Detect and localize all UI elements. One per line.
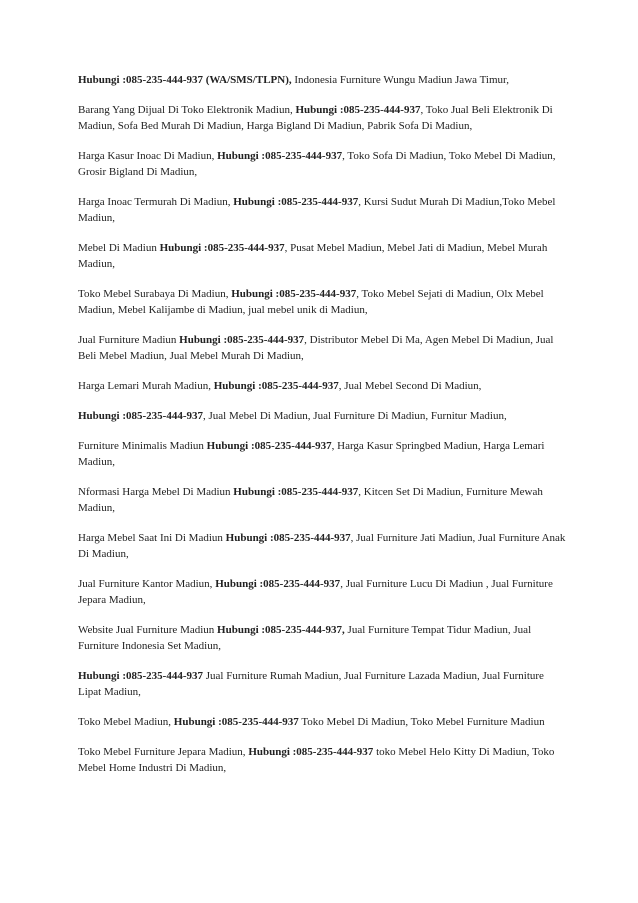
paragraph [78,286,568,318]
paragraph-text: , Toko Jual Beli Elektronik Di Madiun, Sofa Bed Murah Di Madiun, Harga Bigland Di Madiun, Pabrik Sofa Di Madiun, [78,104,553,132]
paragraph-text: , Jual Mebel Di Madiun, Jual Furniture Di Madiun, Furnitur Madiun, [203,410,507,422]
paragraph-text: Toko Mebel Surabaya Di Madiun, [78,288,232,300]
paragraph-text: Jual Furniture Madiun [78,334,180,346]
paragraph-text: toko Mebel Helo Kitty Di Madiun, Toko Mebel Home Industri Di Madiun, [78,746,555,774]
paragraph-text: , Jual Furniture Jati Madiun, Jual Furniture Anak Di Madiun, [78,532,566,560]
paragraph-text: Toko Mebel Furniture Jepara Madiun, [78,746,249,758]
paragraph [78,530,568,562]
phone-contact: Hubungi :085-235-444-937 [248,746,374,758]
paragraph-text: Indonesia Furniture Wungu Madiun Jawa Timur, [291,74,509,86]
paragraph-text: Mebel Di Madiun [78,242,160,254]
paragraph-text: Barang Yang Dijual Di Toko Elektronik Madiun, [78,104,296,116]
paragraph [78,378,568,394]
phone-contact: Hubungi :085-235-444-937 (WA/SMS/TLPN), [78,74,292,86]
phone-contact: Hubungi :085-235-444-937 [206,440,332,452]
paragraph [78,484,568,516]
paragraph-text: Harga Inoac Termurah Di Madiun, [78,196,234,208]
paragraph [78,622,568,654]
phone-contact: Hubungi :085-235-444-937 [173,716,299,728]
paragraph-text: , Kitcen Set Di Madiun, Furniture Mewah Madiun, [78,486,543,514]
phone-contact: Hubungi :085-235-444-937 [233,486,359,498]
paragraph-text: , Pusat Mebel Madiun, Mebel Jati di Madiun, Mebel Murah Madiun, [78,242,548,270]
phone-contact: Hubungi :085-235-444-937 [231,288,357,300]
phone-contact: Hubungi :085-235-444-937 [78,670,203,682]
paragraph-text: Toko Mebel Madiun, [78,716,174,728]
paragraph [78,408,568,424]
paragraph-text: Website Jual Furniture Madiun [78,624,218,636]
paragraph [78,576,568,608]
paragraph-text: Toko Mebel Di Madiun, Toko Mebel Furniture Madiun [298,716,545,728]
paragraph [78,714,568,730]
phone-contact: Hubungi :085-235-444-937 [217,150,343,162]
phone-contact: Hubungi :085-235-444-937, [217,624,345,636]
paragraph-text: Jual Furniture Tempat Tidur Madiun, Jual Furniture Indonesia Set Madiun, [78,624,532,652]
paragraph-text: , Distributor Mebel Di Ma, Agen Mebel Di Madiun, Jual Beli Mebel Madiun, Jual Mebel Murah Di Madiun, [78,334,554,362]
paragraph-text: Nformasi Harga Mebel Di Madiun [78,486,234,498]
paragraph [78,194,568,226]
phone-contact: Hubungi :085-235-444-937 [225,532,351,544]
paragraph-text: , Toko Mebel Sejati di Madiun, Olx Mebel Madiun, Mebel Kalijambe di Madiun, jual mebel unik di Madiun, [78,288,544,316]
paragraph-text: , Harga Kasur Springbed Madiun, Harga Lemari Madiun, [78,440,545,468]
paragraph-text: Furniture Minimalis Madiun [78,440,207,452]
paragraph-text: , Jual Mebel Second Di Madiun, [338,380,482,392]
paragraph-text: , Jual Furniture Lucu Di Madiun , Jual Furniture Jepara Madiun, [78,578,553,606]
paragraph [78,240,568,272]
phone-contact: Hubungi :085-235-444-937 [213,380,339,392]
paragraph [78,332,568,364]
paragraph-text: Jual Furniture Rumah Madiun, Jual Furniture Lazada Madiun, Jual Furniture Lipat Madiun, [78,670,544,698]
paragraph [78,72,568,88]
paragraph-text: Harga Mebel Saat Ini Di Madiun [78,532,226,544]
paragraph [78,148,568,180]
phone-contact: Hubungi :085-235-444-937 [78,410,203,422]
paragraph-text: Harga Lemari Murah Madiun, [78,380,214,392]
paragraph [78,744,568,776]
paragraph [78,102,568,134]
phone-contact: Hubungi :085-235-444-937 [233,196,359,208]
paragraph [78,438,568,470]
paragraph-text: , Toko Sofa Di Madiun, Toko Mebel Di Madiun, Grosir Bigland Di Madiun, [78,150,556,178]
paragraph-text: Jual Furniture Kantor Madiun, [78,578,216,590]
paragraph-text: , Kursi Sudut Murah Di Madiun,Toko Mebel Madiun, [78,196,556,224]
paragraph [78,668,568,700]
phone-contact: Hubungi :085-235-444-937 [159,242,285,254]
phone-contact: Hubungi :085-235-444-937 [295,104,421,116]
phone-contact: Hubungi :085-235-444-937 [215,578,341,590]
phone-contact: Hubungi :085-235-444-937 [179,334,305,346]
paragraph-text: Harga Kasur Inoac Di Madiun, [78,150,218,162]
